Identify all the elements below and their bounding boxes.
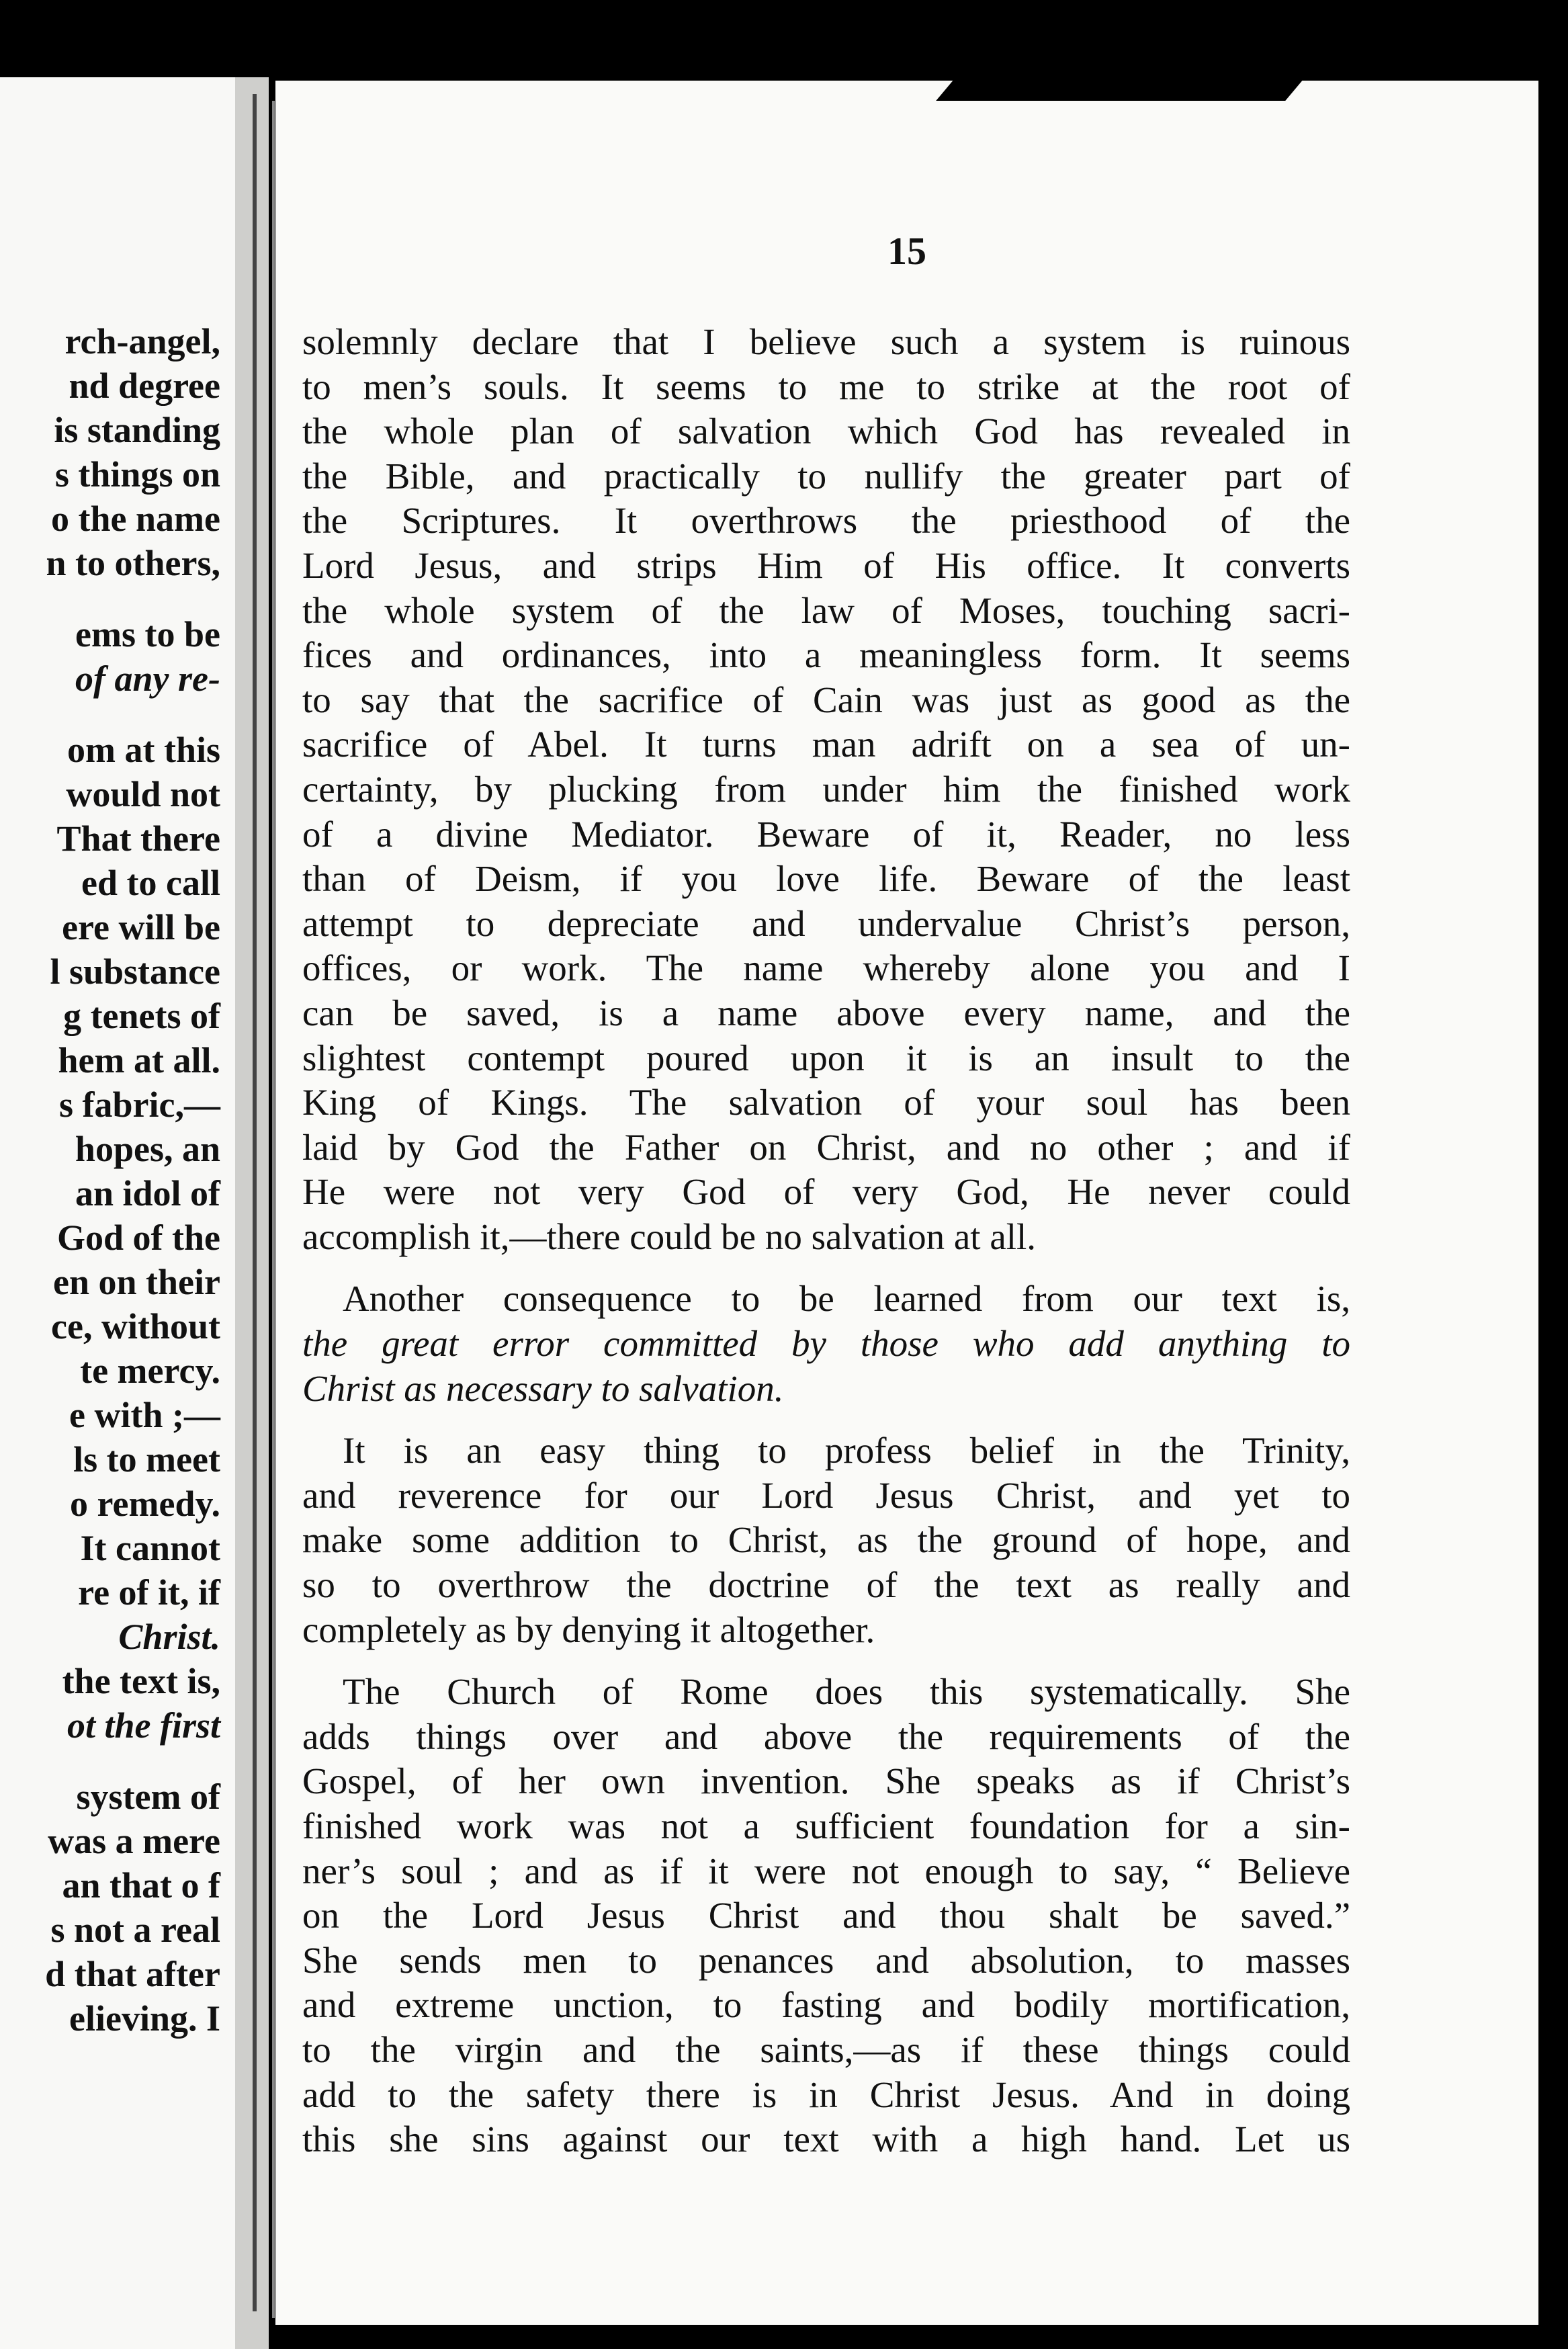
text-line: this she sins against our text with a high hand. Let us [302, 2119, 1350, 2160]
text-line: It is an easy thing to profess belief in the Trinity, [343, 1430, 1350, 1471]
left-line: ed to call [81, 863, 220, 903]
left-line: om at this [67, 730, 220, 770]
left-line: ems to be [75, 614, 220, 654]
text-line: than of Deism, if you love life. Beware of the least [302, 858, 1350, 900]
text-line: on the Lord Jesus Christ and thou shalt be saved.” [302, 1895, 1350, 1936]
text-line: King of Kings. The salvation of your soul has been [302, 1082, 1350, 1123]
left-line: the text is, [62, 1661, 220, 1701]
left-line: re of it, if [78, 1572, 220, 1613]
text-line: laid by God the Father on Christ, and no other ; and if [302, 1126, 1350, 1168]
paragraph-gap [302, 1652, 1350, 1670]
left-line: was a mere [48, 1821, 220, 1861]
text-line: add to the safety there is in Christ Jesus. And in doing [302, 2074, 1350, 2115]
text-line: the Scriptures. It overthrows the priesthood of the [302, 500, 1350, 542]
left-line: It cannot [80, 1528, 220, 1568]
text-line: ner’s soul ; and as if it were not enough to say, “ Believe [302, 1850, 1350, 1891]
left-line: hopes, an [75, 1129, 220, 1169]
left-line: rch-angel, [64, 321, 220, 361]
paragraph-gap [302, 1411, 1350, 1428]
text-line: can be saved, is a name above every name, and the [302, 992, 1350, 1033]
left-line: o remedy. [70, 1484, 220, 1524]
gutter-shadow-line [253, 94, 257, 2311]
left-line: d that after [45, 1954, 220, 1994]
left-line: s fabric,— [59, 1084, 220, 1125]
left-line: system of [76, 1777, 220, 1817]
text-line: and reverence for our Lord Jesus Christ, and yet to [302, 1474, 1350, 1516]
left-page-fragment [0, 77, 235, 2349]
text-line: solemnly declare that I believe such a system is ruinous [302, 321, 1350, 362]
left-line: s not a real [50, 1910, 220, 1950]
body-text [302, 320, 1350, 2162]
left-gap [45, 701, 220, 728]
text-line: certainty, by plucking from under him the finished work [302, 768, 1350, 810]
text-line: the Bible, and practically to nullify the greater part of [302, 455, 1350, 497]
left-line: is standing [54, 410, 220, 450]
left-line: e with ;— [69, 1395, 220, 1435]
text-line: She sends men to penances and absolution, to masses [302, 1939, 1350, 1981]
text-line: fices and ordinances, into a meaningless form. It seems [302, 634, 1350, 676]
left-line: ere will be [62, 907, 220, 947]
left-line: en on their [53, 1262, 220, 1302]
text-line: the whole plan of salvation which God has revealed in [302, 411, 1350, 452]
left-line: s things on [54, 454, 220, 495]
left-line: God of the [57, 1218, 220, 1258]
text-line: slightest contempt poured upon it is an insult to the [302, 1037, 1350, 1078]
paragraph-gap [302, 1259, 1350, 1277]
text-line: Another consequence to be learned from our text is, [343, 1278, 1350, 1320]
text-line: make some addition to Christ, as the ground of hope, and [302, 1519, 1350, 1561]
text-line: He were not very God of very God, He never could [302, 1171, 1350, 1213]
left-line: elieving. I [69, 1998, 220, 2039]
left-line: That there [56, 818, 220, 859]
left-line: ce, without [51, 1306, 220, 1347]
text-line: so to overthrow the doctrine of the text as really and [302, 1564, 1350, 1606]
left-line: an idol of [75, 1173, 220, 1213]
text-line: Lord Jesus, and strips Him of His office. It converts [302, 544, 1350, 586]
page-15 [275, 81, 1538, 2325]
text-line: The Church of Rome does this systematically. She [343, 1671, 1350, 1713]
text-line: the whole system of the law of Moses, touching sacri- [302, 589, 1350, 631]
text-line: adds things over and above the requirements of the [302, 1715, 1350, 1757]
left-line: l substance [50, 951, 220, 992]
text-line: and extreme unction, to fasting and bodily mortification, [302, 1984, 1350, 2026]
left-line: te mercy. [80, 1351, 220, 1391]
left-line: an that o f [62, 1865, 220, 1906]
text-line: completely as by denying it altogether. [302, 1609, 875, 1650]
left-line: ls to meet [73, 1439, 220, 1480]
left-line: nd degree [69, 366, 220, 406]
page-number: 15 [887, 229, 926, 273]
left-line: hem at all. [58, 1040, 220, 1080]
text-line-italic: the great error committed by those who add anything to [302, 1323, 1350, 1365]
text-line: accomplish it,—there could be no salvation at all. [302, 1215, 1037, 1257]
text-line: Gospel, of her own invention. She speaks as if Christ’s [302, 1760, 1350, 1802]
book-gutter [235, 77, 269, 2349]
text-line-italic: Christ as necessary to salvation. [302, 1367, 784, 1409]
text-line: finished work was not a sufficient foundation for a sin- [302, 1805, 1350, 1846]
left-gap [45, 1748, 220, 1775]
left-line: g tenets of [63, 996, 220, 1036]
left-line: would not [66, 774, 220, 814]
left-line: n to others, [46, 543, 220, 583]
left-line: o the name [51, 499, 220, 539]
gutter-edge-line [272, 101, 275, 2318]
text-line: to say that the sacrifice of Cain was just as good as the [302, 679, 1350, 720]
text-line: offices, or work. The name whereby alone you and I [302, 947, 1350, 989]
left-line-italic: of any re- [75, 658, 220, 699]
left-line-italic: ot the first [67, 1705, 220, 1746]
text-line: sacrifice of Abel. It turns man adrift on a sea of un- [302, 724, 1350, 765]
left-line-italic: Christ. [118, 1617, 220, 1657]
left-page-text-column [45, 319, 220, 2041]
text-line: to the virgin and the saints,—as if these things could [302, 2028, 1350, 2070]
text-line: attempt to depreciate and undervalue Christ’s person, [302, 902, 1350, 944]
text-line: of a divine Mediator. Beware of it, Reader, no less [302, 813, 1350, 855]
text-line: to men’s souls. It seems to me to strike at the root of [302, 366, 1350, 407]
left-gap [45, 585, 220, 612]
